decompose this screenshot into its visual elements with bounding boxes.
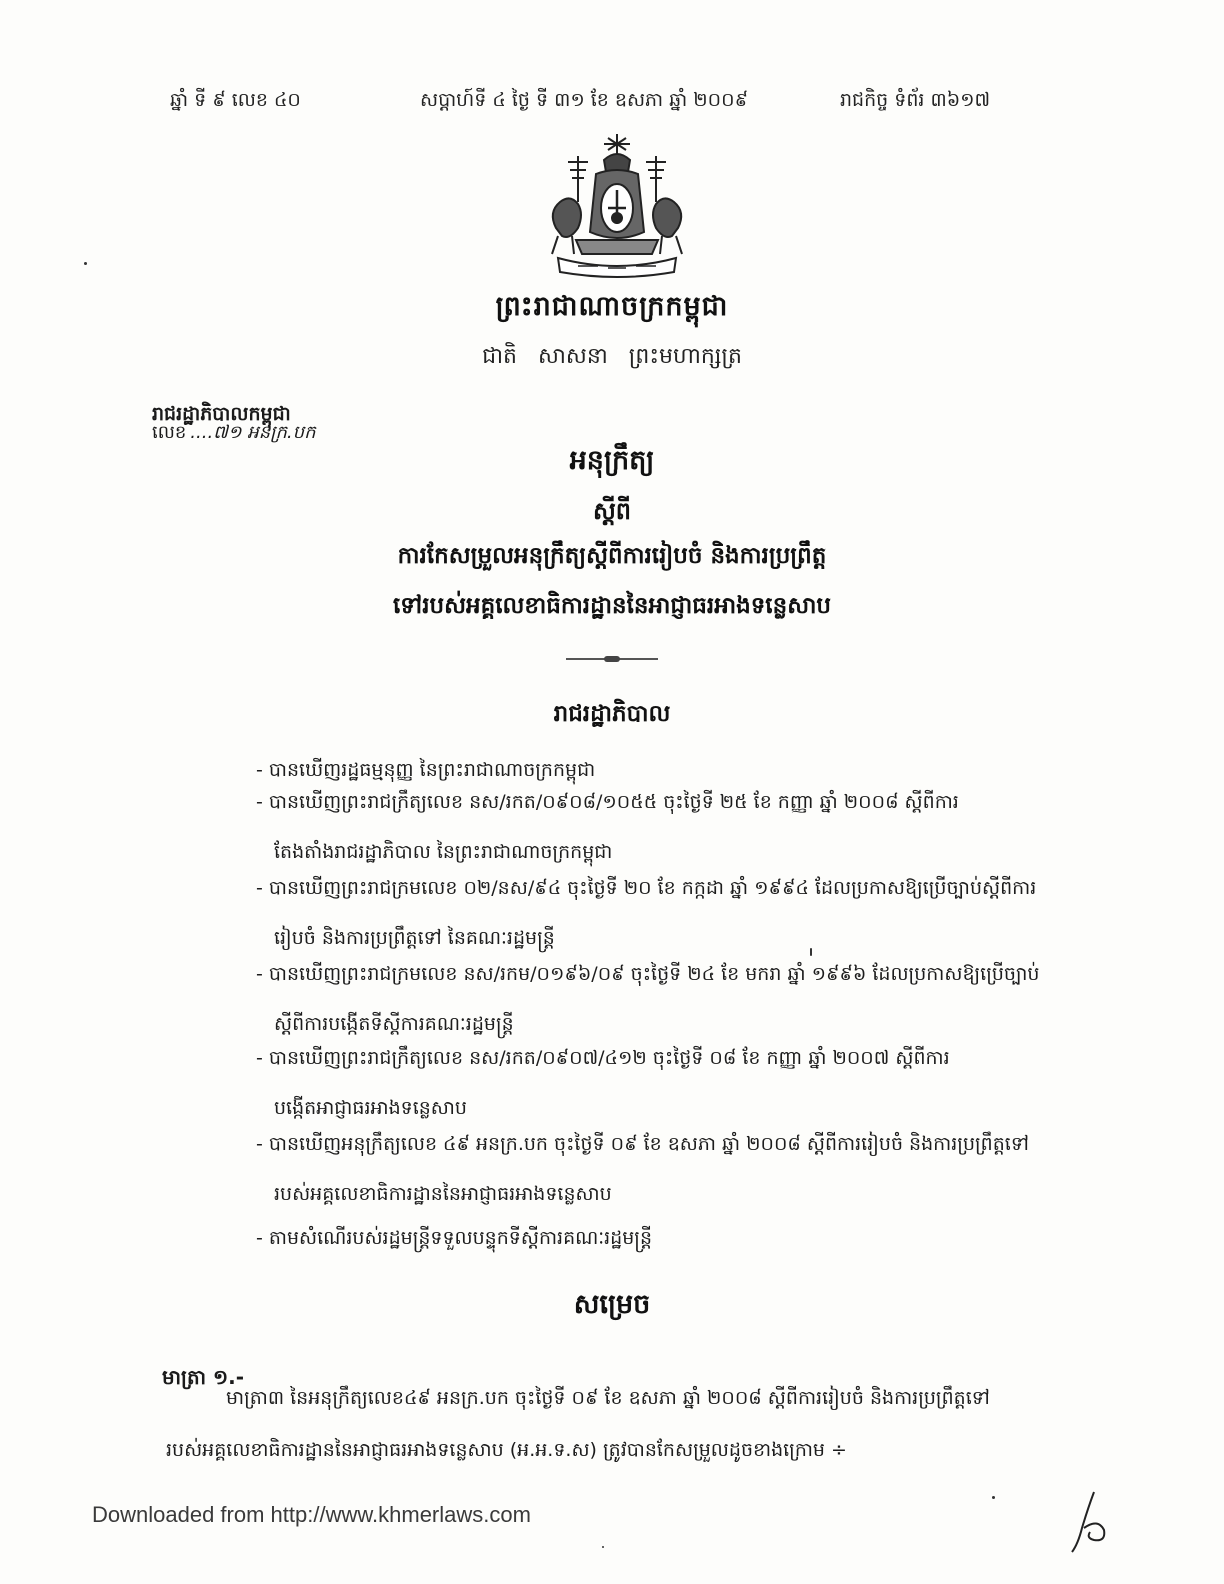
preamble-item-3-cont: រៀបចំ និងការប្រព្រឹត្តទៅ នៃគណៈរដ្ឋមន្ត្រី (274, 927, 555, 949)
preamble-item-6-cont: របស់អគ្គលេខាធិការដ្ឋាននៃអាជ្ញាធរអាងទន្លេសាប (274, 1183, 612, 1205)
royal-coat-of-arms-icon (538, 132, 696, 282)
government-name: រាជរដ្ឋាភិបាលកម្ពុជា (152, 403, 291, 425)
preamble-item-4-cont: ស្តីពីការបង្កើតទីស្តីការគណៈរដ្ឋមន្ត្រី (274, 1013, 514, 1035)
decree-number-label: លេខ (152, 422, 187, 443)
decree-number-value: ....៧១ អនក្រ.បក (190, 422, 316, 443)
subject-line-2: ទៅរបស់អគ្គលេខាធិការដ្ឋាននៃអាជ្ញាធរអាងទន្លេសាប (393, 593, 831, 619)
scan-speck (810, 948, 812, 956)
national-motto: ជាតិ សាសនា ព្រះមហាក្សត្រ (482, 344, 742, 369)
preamble-item-5: - បានឃើញព្រះរាជក្រឹត្យលេខ នស/រកត/០៩០៧/៤១២ ចុះថ្ងៃទី ០៨ ខែ កញ្ញា ឆ្នាំ ២០០៧ ស្តីពីការ (256, 1047, 950, 1069)
preamble-item-2-cont: តែងតាំងរាជរដ្ឋាភិបាល នៃព្រះរាជាណាចក្រកម្ពុជា (274, 841, 613, 863)
preamble-item-5-cont: បង្កើតអាជ្ញាធរអាងទន្លេសាប (274, 1097, 467, 1119)
article-1-line-1: មាត្រា៣ នៃអនុក្រឹត្យលេខ៤៩ អនក្រ.បក ចុះថ្ងៃទី ០៩ ខែ ឧសភា ឆ្នាំ ២០០៨ ស្តីពីការរៀបចំ និងការប្រព្រឹត្តទៅ (226, 1387, 990, 1409)
article-1-line-2: របស់អគ្គលេខាធិការដ្ឋាននៃអាជ្ញាធរអាងទន្លេសាប (អ.អ.ទ.ស) ត្រូវបានកែសម្រួលដូចខាងក្រោម ÷ (166, 1439, 847, 1461)
title-about: ស្តីពី (592, 497, 632, 525)
title-divider (566, 658, 658, 660)
header-year-issue: ឆ្នាំ ទី ៩ លេខ ៤០ (170, 89, 301, 111)
preamble-item-4: - បានឃើញព្រះរាជក្រមលេខ នស/រកម/០១៩៦/០៩ ចុះថ្ងៃទី ២៤ ខែ មករា ឆ្នាំ ១៩៩៦ ដែលប្រកាសឱ្យប្រើច្បាប់ (256, 963, 1040, 985)
preamble-item-1: - បានឃើញរដ្ឋធម្មនុញ្ញ នៃព្រះរាជាណាចក្រកម្ពុជា (256, 759, 596, 781)
handwritten-initial-icon (1064, 1488, 1110, 1554)
header-gazette-page: រាជកិច្ច ទំព័រ ៣៦១៧ (840, 89, 991, 111)
government-heading: រាជរដ្ឋាភិបាល (553, 701, 671, 727)
document-type-title: អនុក្រឹត្យ (569, 445, 655, 476)
decree-number (152, 420, 316, 447)
article-1-heading: មាត្រា ១.- (162, 1365, 245, 1389)
header-date: សប្តាហ៍ទី ៤ ថ្ងៃ ទី ៣១ ខែ ឧសភា ឆ្នាំ ២០០៩ (420, 89, 749, 111)
scan-speck (602, 1546, 604, 1548)
preamble-item-7: - តាមសំណើរបស់រដ្ឋមន្ត្រីទទួលបន្ទុកទីស្តីការគណៈរដ្ឋមន្ត្រី (256, 1227, 653, 1249)
preamble-item-6: - បានឃើញអនុក្រឹត្យលេខ ៤៩ អនក្រ.បក ចុះថ្ងៃទី ០៩ ខែ ឧសភា ឆ្នាំ ២០០៨ ស្តីពីការរៀបចំ និងការប្រព្រឹត្តទៅ (256, 1133, 1029, 1155)
scan-speck (84, 262, 87, 265)
decision-heading: សម្រេច (573, 1289, 651, 1320)
preamble-item-2: - បានឃើញព្រះរាជក្រឹត្យលេខ នស/រកត/០៩០៨/១០៥៥ ចុះថ្ងៃទី ២៥ ខែ កញ្ញា ឆ្នាំ ២០០៨ ស្តីពីការ (256, 791, 959, 813)
scan-speck (992, 1496, 995, 1499)
subject-line-1: ការកែសម្រួលអនុក្រឹត្យស្តីពីការរៀបចំ និងការប្រព្រឹត្ត (397, 543, 827, 569)
preamble-item-3: - បានឃើញព្រះរាជក្រមលេខ ០២/នស/៩៤ ចុះថ្ងៃទី ២០ ខែ កក្កដា ឆ្នាំ ១៩៩៤ ដែលប្រកាសឱ្យប្រើច្បាប់ស្តីពីការ (256, 877, 1037, 899)
download-source-footer: Downloaded from http://www.khmerlaws.com (92, 1502, 531, 1527)
kingdom-title: ព្រះរាជាណាចក្រកម្ពុជា (495, 291, 729, 322)
